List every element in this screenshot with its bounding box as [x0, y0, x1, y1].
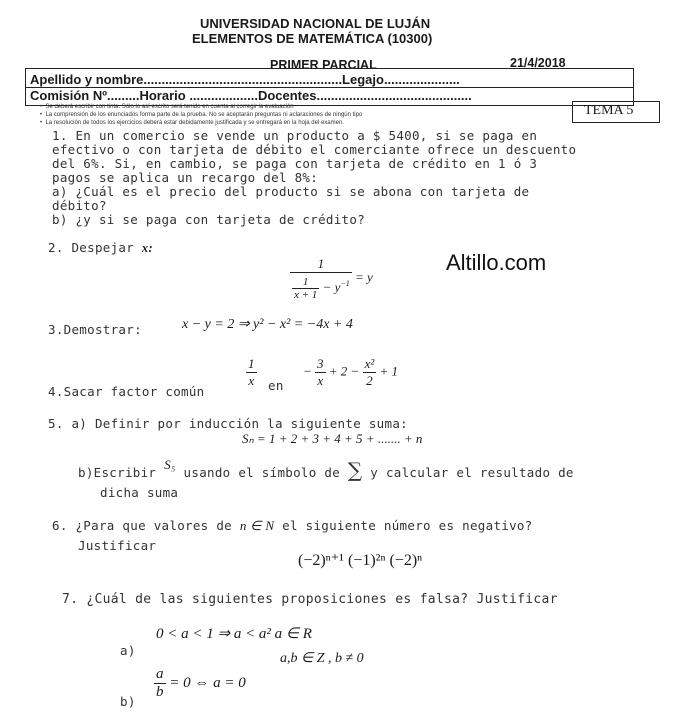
q5-line-b2: dicha suma	[100, 485, 179, 500]
q6-line1: 6. ¿Para que valores de n ∈ N el siguiente número es negativo?	[52, 518, 533, 533]
commission-row: Comisión Nº.........Horario ...................Docentes...........................................	[30, 88, 472, 103]
q4-factor: $\frac{1}{x}$	[248, 356, 255, 388]
q5-line-b: b)Escribir S₅ usando el símbolo de ∑ y calcular el resultado de	[78, 457, 574, 482]
name-row: Apellido y nombre.......................................................Legajo.....................	[30, 72, 460, 87]
q2-label: 2. Despejar x:	[48, 240, 153, 255]
q4-expression: − $\frac{3}{x}$ + 2 − $\frac{\text{x²}}{2}$ + 1	[303, 356, 399, 388]
q1-line: del 6%. Si, en cambio, se paga con tarjeta de crédito en 1 ó 3	[52, 156, 538, 171]
q5-line1: 5. a) Definir por inducción la siguiente suma:	[48, 416, 408, 431]
q1-line: débito?	[52, 198, 107, 213]
q7-b-label: b)	[120, 694, 136, 709]
q7-a-label: a)	[120, 643, 136, 658]
sigma-symbol: ∑	[347, 458, 363, 482]
exam-title: PRIMER PARCIAL	[270, 58, 377, 72]
rule-3: • La resolución de todos los ejercicios deberá estar debidamente justificada y se entregará en la hoja del examen.	[40, 120, 344, 126]
q6-expression: (−2)ⁿ⁺¹ (−1)²ⁿ (−2)ⁿ	[298, 552, 423, 569]
exam-date: 21/4/2018	[510, 56, 566, 70]
q7-b-expression: $\frac{a}{b}$ = 0 ⇔ a = 0	[156, 666, 246, 700]
q5-sum: Sₙ = 1 + 2 + 3 + 4 + 5 + ....... + n	[242, 431, 423, 446]
q1-line: 1. En un comercio se vende un producto a $ 5400, si se paga en	[52, 128, 538, 143]
q3-label: 3.Demostrar:	[48, 322, 142, 337]
q7-a-expression: 0 < a < 1 ⇒ a < a² a ∈ R	[156, 626, 312, 642]
q4-label: 4.Sacar factor común	[48, 384, 205, 399]
course-title: ELEMENTOS DE MATEMÁTICA (10300)	[192, 31, 433, 46]
q1-line: a) ¿Cuál es el precio del producto si se abona con tarjeta de	[52, 184, 530, 199]
tema-label: TEMA 5	[584, 103, 634, 118]
q7-condition: a,b ∈ Z , b ≠ 0	[280, 651, 364, 666]
watermark: Altillo.com	[446, 250, 547, 275]
rule-1: • Se deberá escribir con tinta. Sólo lo así escrito será tenido en cuenta al corregir la evaluación	[40, 104, 294, 110]
q7-line1: 7. ¿Cuál de las siguientes proposiciones es falsa? Justificar	[62, 592, 558, 607]
university-title: UNIVERSIDAD NACIONAL DE LUJÁN	[200, 16, 431, 31]
q2-equation: 1 $\frac{1}{x + 1}$ − $y^{-1}$ = y	[290, 256, 373, 301]
q1-line: efectivo o con tarjeta de débito el comerciante ofrece un descuento	[52, 142, 577, 157]
rule-2: • La comprensión de los enunciados forma parte de la prueba. No se aceptarán preguntas ni aclaraciones de ningún tipo	[40, 112, 363, 118]
q4-en: en	[268, 378, 284, 393]
q3-expression: x − y = 2 ⇒ y² − x² = −4x + 4	[182, 317, 353, 332]
q6-line2: Justificar	[78, 538, 157, 553]
q1-line: b) ¿y si se paga con tarjeta de crédito?	[52, 212, 366, 227]
q1-line: pagos se aplica un recargo del 8%:	[52, 170, 319, 185]
